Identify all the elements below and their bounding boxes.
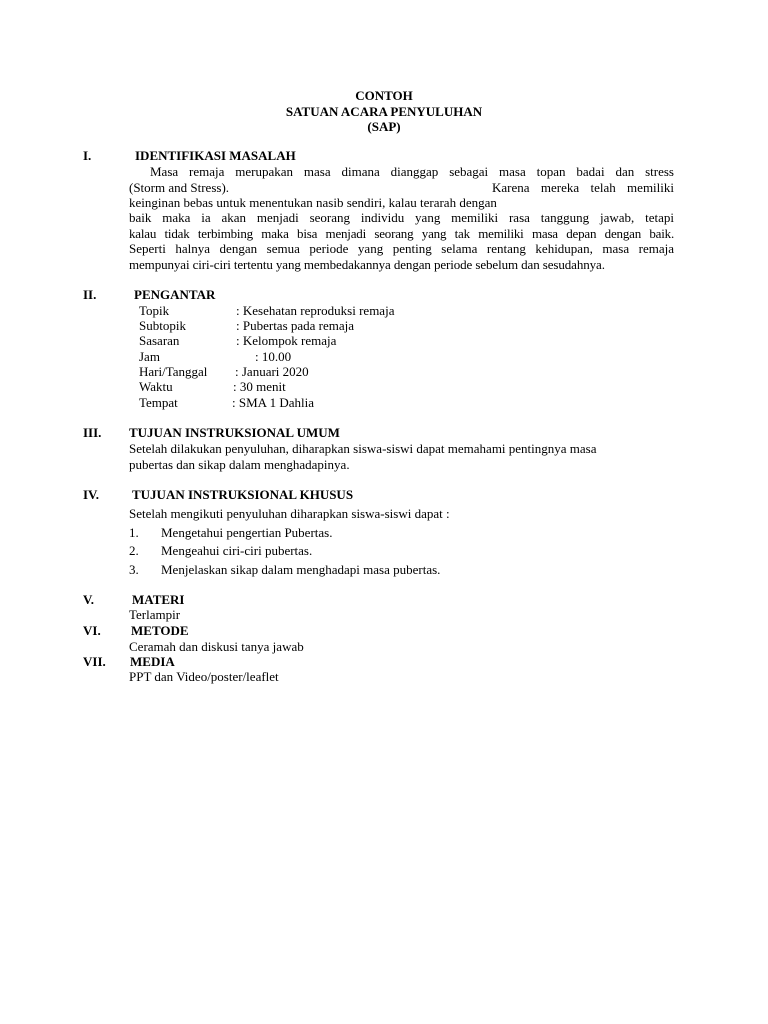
section-3-title: TUJUAN INSTRUKSIONAL UMUM <box>129 425 340 440</box>
section-1-line-6: kalau tidak terbimbing maka bisa menjadi seorang yang tak memiliki masa depan dengan baik. <box>129 226 674 241</box>
section-7-text: PPT dan Video/poster/leaflet <box>129 669 279 684</box>
title-line-3: (SAP) <box>367 119 401 134</box>
section-1-line-5: baik maka ia akan menjadi seorang individu yang memiliki rasa tanggung jawab, tetapi <box>129 210 674 225</box>
info-label: Jam <box>139 349 160 364</box>
info-value-jam: : 10.00 <box>255 349 292 364</box>
section-1-line-7: Seperti halnya dengan semua periode yang penting selama rentang kehidupan, masa remaja <box>129 241 674 256</box>
document-title <box>0 88 768 135</box>
section-5-title: MATERI <box>132 592 185 607</box>
list-item-text: Mengeahui ciri-ciri pubertas. <box>161 543 313 558</box>
title-line-1: CONTOH <box>355 88 413 103</box>
list-item-text: Menjelaskan sikap dalam menghadapi masa pubertas. <box>161 562 441 577</box>
section-1-line-3: Karena mereka telah memiliki <box>492 180 674 195</box>
section-6-title: METODE <box>131 623 189 638</box>
section-5-number: V. <box>83 592 94 607</box>
list-item-text: Mengetahui pengertian Pubertas. <box>161 525 333 540</box>
list-item-number: 1. <box>129 525 139 540</box>
section-4-intro: Setelah mengikuti penyuluhan diharapkan siswa-siswi dapat : <box>129 506 450 521</box>
section-1-line-1: Masa remaja merupakan masa dimana dianggap sebagai masa topan badai dan stress <box>150 164 674 179</box>
info-row-topik <box>139 303 169 318</box>
section-3-number: III. <box>83 425 102 440</box>
list-item-number: 3. <box>129 562 139 577</box>
section-1-line-4: keinginan bebas untuk menentukan nasib sendiri, kalau terarah dengan <box>129 195 497 210</box>
info-value-hari-tanggal: : Januari 2020 <box>235 364 309 379</box>
list-item-number: 2. <box>129 543 139 558</box>
info-value-waktu: : 30 menit <box>233 379 286 394</box>
section-2-number: II. <box>83 287 97 302</box>
section-3-line-1: Setelah dilakukan penyuluhan, diharapkan siswa-siswi dapat memahami pentingnya masa <box>129 441 597 456</box>
info-row-subtopik <box>139 318 186 333</box>
section-1-title: IDENTIFIKASI MASALAH <box>135 148 296 163</box>
info-value-topik: : Kesehatan reproduksi remaja <box>236 303 395 318</box>
info-value-subtopik: : Pubertas pada remaja <box>236 318 355 333</box>
section-7-title: MEDIA <box>130 654 175 669</box>
section-4-title: TUJUAN INSTRUKSIONAL KHUSUS <box>132 487 354 502</box>
info-row-sasaran <box>139 333 179 348</box>
section-7-number: VII. <box>83 654 106 669</box>
info-row-tempat <box>139 395 178 410</box>
info-label: Tempat <box>139 395 178 410</box>
section-5-text: Terlampir <box>129 607 181 622</box>
section-1-number: I. <box>83 148 92 163</box>
info-label: Subtopik <box>139 318 186 333</box>
section-4-number: IV. <box>83 487 100 502</box>
info-row-hari-tanggal <box>139 364 207 379</box>
info-value-tempat: : SMA 1 Dahlia <box>232 395 314 410</box>
info-label: Hari/Tanggal <box>139 364 208 379</box>
info-row-waktu <box>139 379 173 394</box>
section-2-title: PENGANTAR <box>134 287 216 302</box>
info-label: Waktu <box>139 379 173 394</box>
info-label: Sasaran <box>139 333 180 348</box>
section-3-line-2: pubertas dan sikap dalam menghadapinya. <box>129 457 350 472</box>
section-1-line-2: (Storm and Stress). <box>129 180 230 195</box>
info-row-jam <box>139 349 160 364</box>
info-label: Topik <box>139 303 170 318</box>
title-line-2: SATUAN ACARA PENYULUHAN <box>285 103 483 119</box>
section-1-line-8: mempunyai ciri-ciri tertentu yang membedakannya dengan periode sebelum dan sesudahnya. <box>129 257 605 272</box>
section-6-text: Ceramah dan diskusi tanya jawab <box>129 639 304 654</box>
section-6-number: VI. <box>83 623 101 638</box>
info-value-sasaran: : Kelompok remaja <box>236 333 337 348</box>
